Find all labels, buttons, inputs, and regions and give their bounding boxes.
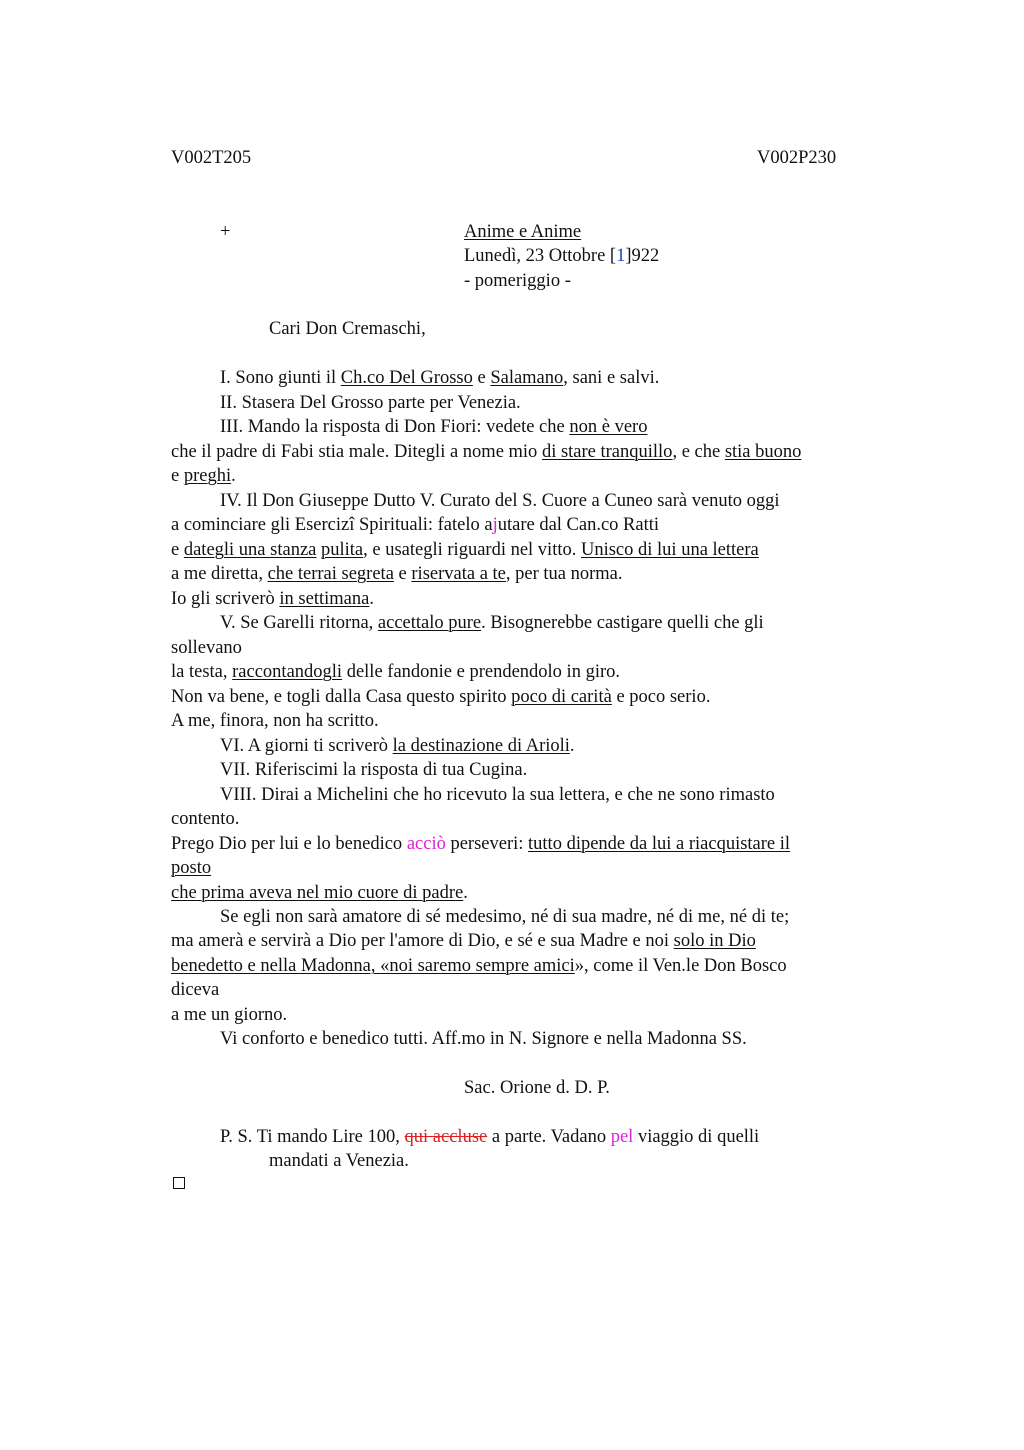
body-line: I. Sono giunti il Ch.co Del Grosso e Salamano, sani e salvi.	[220, 368, 660, 388]
body-line: benedetto e nella Madonna, «noi saremo sempre amici», come il Ven.le Don Bosco	[171, 956, 787, 976]
body-line: Non va bene, e togli dalla Casa questo spirito poco di carità e poco serio.	[171, 687, 711, 707]
body-line: Se egli non sarà amatore di sé medesimo, né di sua madre, né di me, né di te;	[220, 907, 790, 927]
letter-date: Lunedì, 23 Ottobre [1]922	[464, 246, 660, 266]
body-line: e preghi.	[171, 466, 236, 486]
salutation: Cari Don Cremaschi,	[269, 319, 426, 339]
body-line: che il padre di Fabi stia male. Ditegli a nome mio di stare tranquillo, e che stia buono	[171, 442, 802, 462]
body-line: ma amerà e servirà a Dio per l'amore di Dio, e sé e sua Madre e noi solo in Dio	[171, 931, 756, 951]
body-line: VII. Riferiscimi la risposta di tua Cugina.	[220, 760, 528, 780]
letter-time: - pomeriggio -	[464, 271, 571, 291]
body-line: sollevano	[171, 638, 242, 658]
body-line: a me diretta, che terrai segreta e riservata a te, per tua norma.	[171, 564, 623, 584]
body-line: che prima aveva nel mio cuore di padre.	[171, 883, 468, 903]
body-line: a cominciare gli Esercizî Spirituali: fatelo ajutare dal Can.co Ratti	[171, 515, 660, 535]
body-line: Vi conforto e benedico tutti. Aff.mo in N. Signore e nella Madonna SS.	[220, 1029, 747, 1049]
body-line: II. Stasera Del Grosso parte per Venezia.	[220, 393, 521, 413]
postscript-continuation: mandati a Venezia.	[269, 1151, 409, 1171]
signature: Sac. Orione d. D. P.	[464, 1078, 610, 1098]
body-line: III. Mando la risposta di Don Fiori: vedete che non è vero	[220, 417, 648, 437]
body-line: a me un giorno.	[171, 1005, 288, 1025]
document-code-left: V002T205	[171, 148, 252, 168]
body-line: Io gli scriverò in settimana.	[171, 589, 374, 609]
body-line: la testa, raccontandogli delle fandonie e prendendolo in giro.	[171, 662, 621, 682]
body-line: V. Se Garelli ritorna, accettalo pure. Bisognerebbe castigare quelli che gli	[220, 613, 764, 633]
page-code-right: V002P230	[757, 148, 837, 168]
body-line: diceva	[171, 980, 220, 1000]
body-line: VI. A giorni ti scriverò la destinazione di Arioli.	[220, 736, 575, 756]
body-line: VIII. Dirai a Michelini che ho ricevuto la sua lettera, e che ne sono rimasto	[220, 785, 775, 805]
body-line: A me, finora, non ha scritto.	[171, 711, 379, 731]
body-line: e dategli una stanza pulita, e usategli riguardi nel vitto. Unisco di lui una lettera	[171, 540, 759, 560]
end-box-icon	[173, 1177, 185, 1189]
body-line: contento.	[171, 809, 240, 829]
letter-title: Anime e Anime	[464, 222, 582, 242]
cross-mark: +	[220, 222, 231, 242]
body-line: Prego Dio per lui e lo benedico acciò perseveri: tutto dipende da lui a riacquistare il	[171, 834, 791, 854]
body-line: IV. Il Don Giuseppe Dutto V. Curato del S. Cuore a Cuneo sarà venuto oggi	[220, 491, 780, 511]
body-line: posto	[171, 858, 212, 878]
postscript: P. S. Ti mando Lire 100, qui accluse a parte. Vadano pel viaggio di quelli	[220, 1127, 760, 1147]
